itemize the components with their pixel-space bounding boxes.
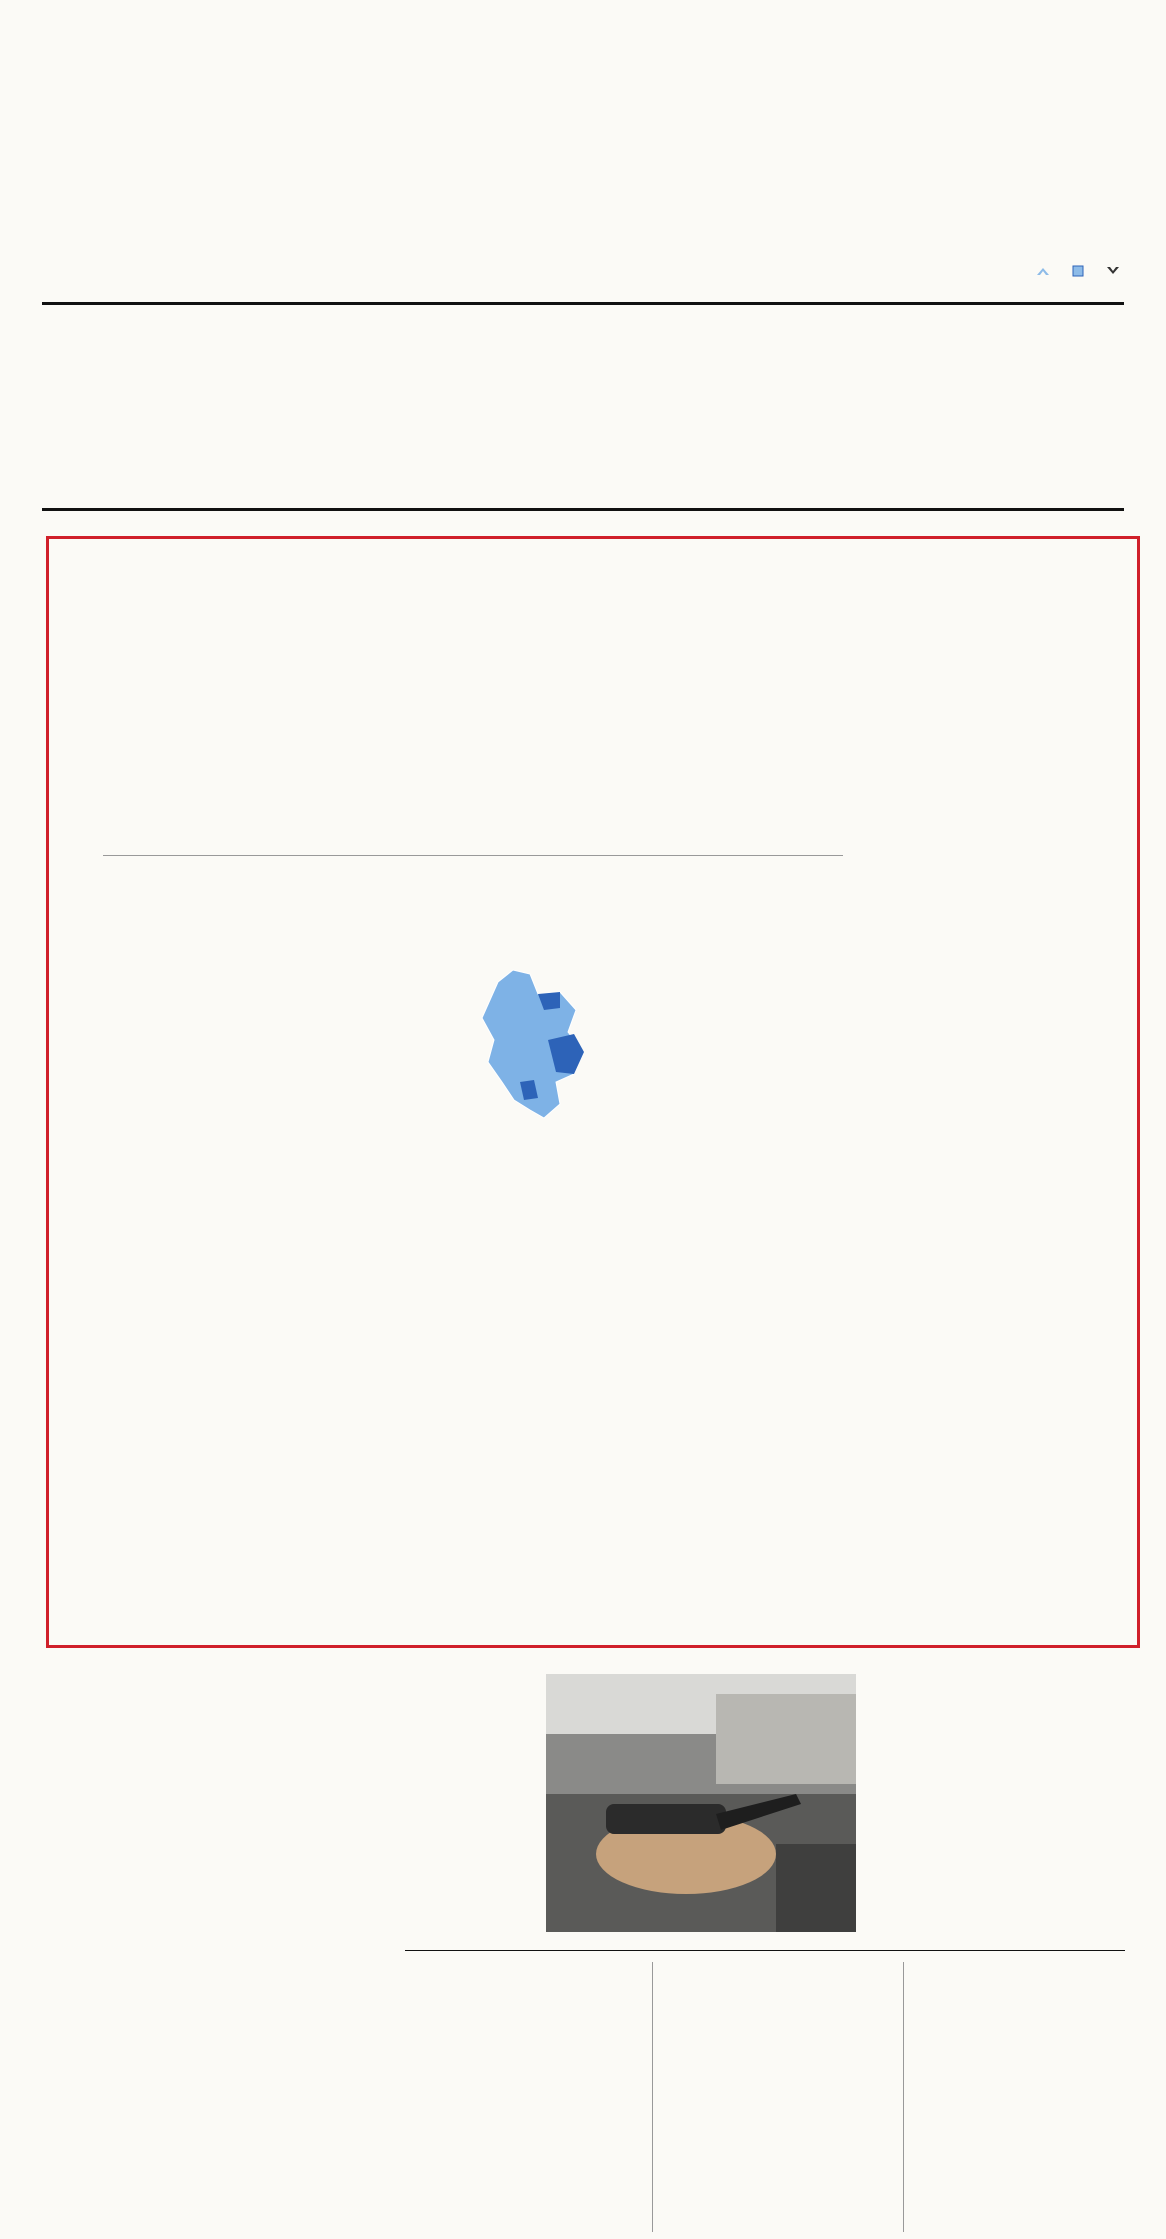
fuel-pump-photo xyxy=(546,1674,856,1932)
up-arrow-icon xyxy=(1036,265,1050,277)
indicators-row xyxy=(42,332,1124,502)
trend-legend xyxy=(1036,265,1124,277)
budget-variation-chart xyxy=(298,922,838,1437)
colombia-map-icon xyxy=(482,970,584,1118)
indicators-top-rule xyxy=(42,302,1124,305)
byline xyxy=(103,855,843,860)
legend-down xyxy=(1106,265,1124,277)
indicators-bottom-rule xyxy=(42,508,1124,511)
promo-box xyxy=(42,162,327,165)
stable-square-icon xyxy=(1072,265,1084,277)
column-divider xyxy=(903,1962,904,2232)
brief-gobierno xyxy=(405,1978,635,1982)
column-divider xyxy=(652,1962,653,2232)
down-arrow-icon xyxy=(1106,265,1120,277)
brief-servicios xyxy=(667,1978,897,1982)
legend-up xyxy=(1036,265,1054,277)
brief-empleo xyxy=(917,1978,1127,1982)
briefs-separator xyxy=(405,1950,1125,1951)
legend-same xyxy=(1072,265,1088,277)
